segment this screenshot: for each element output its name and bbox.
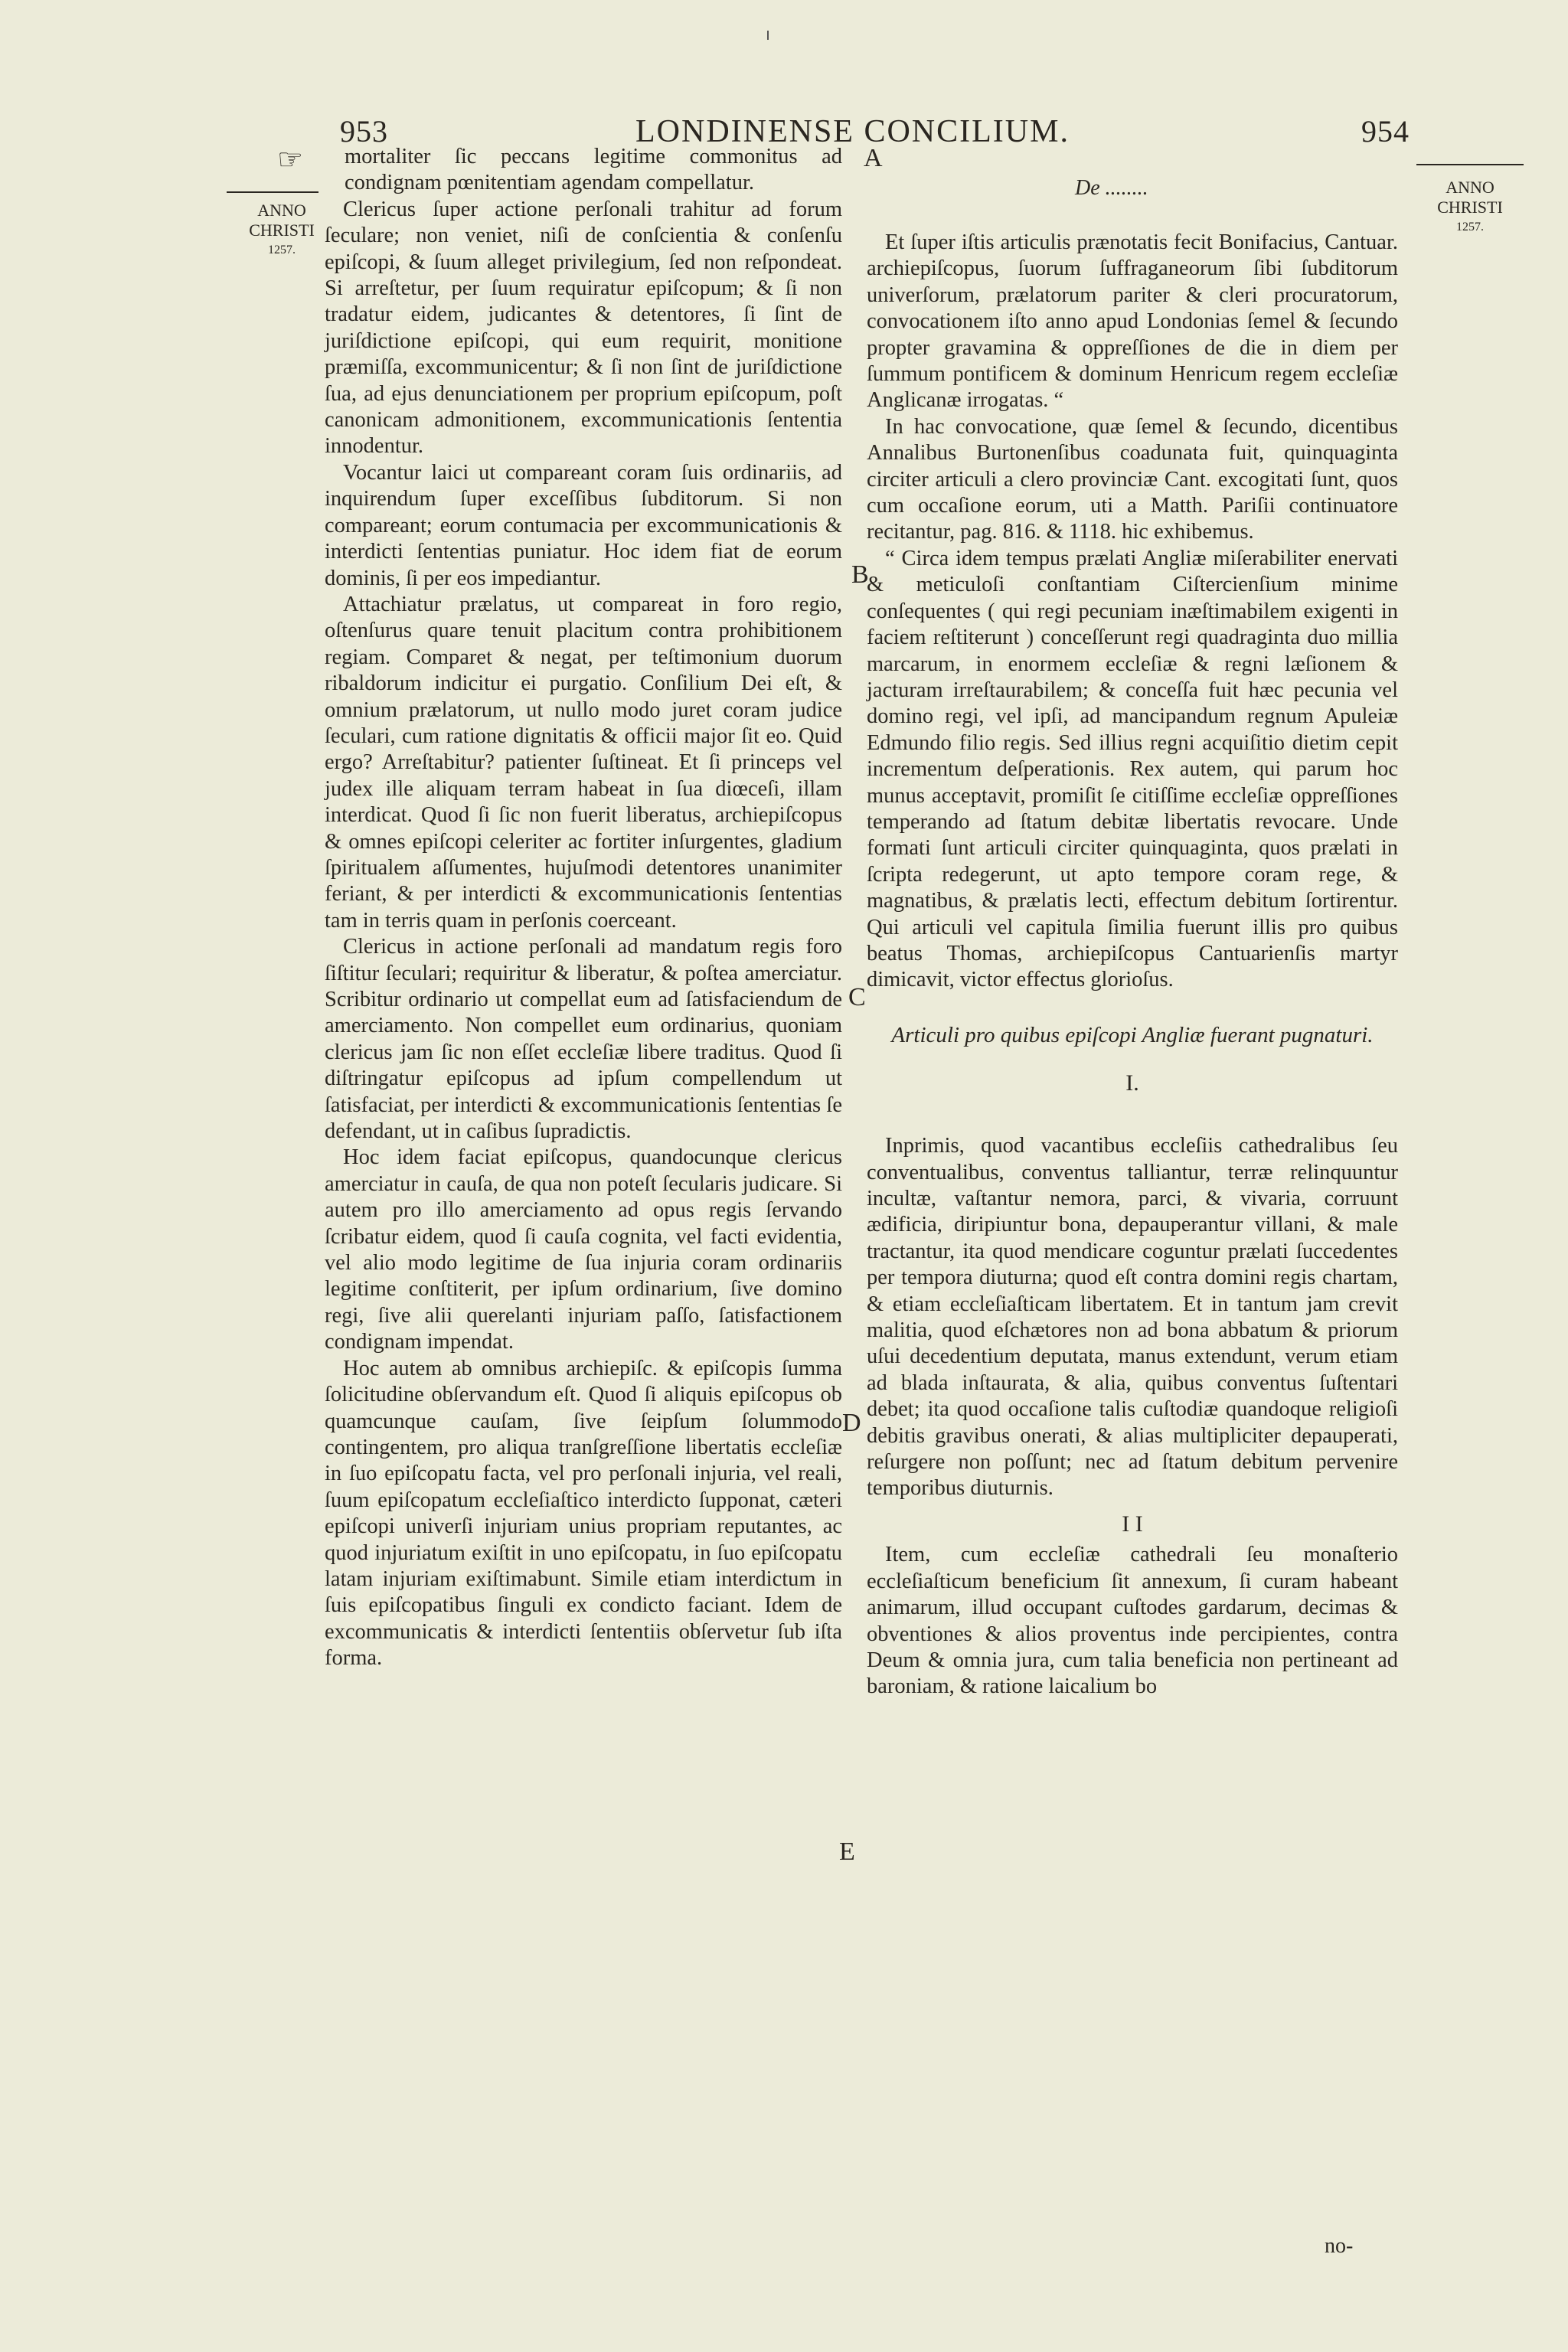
left-column [325, 144, 842, 1672]
left-paragraph-5: Clericus in actione perſonali ad mandatum regis foro ſiſtitur ſeculari; requiritur & liberatur, & poſtea amerciatur. Scribitur ordinario ut compellat eum ad ſatisfaciendum de amerciamento. Non compellet eum ordinarius, quoniam clericus jam ſic non eſſet eccleſiæ libere traditus. Quod ſi diſtringatur epiſcopus ad ipſum compellendum ut ſatisfaciat, per interdicti & excommunicationis ſententias ſe defendant, ut in caſibus ſupradictis. [325, 935, 842, 1144]
section-letter-c: C [848, 983, 866, 1011]
article-number-2: I I [1122, 1511, 1143, 1537]
running-title: LONDINENSE CONCILIUM. [635, 114, 1070, 149]
right-paragraph-1: Et ſuper iſtis articulis prænotatis fecit Bonifacius, Cantuar. archiepiſcopus, ſuorum ſuffraganeorum ſibi ſubditorum univerſorum, prælatorum pariter & cleri procuratorum, convocationem iſto anno apud Londonias ſemel & ſecundo propter gravamina & oppreſſiones de die in diem per ſummum pontificem & dominum Henricum regem eccleſiæ Anglicanæ irrogatas. “ [867, 230, 1398, 413]
section-letter-b: B [851, 560, 869, 589]
left-note-anno: ANNO [257, 201, 306, 220]
page-number-right: 954 [1361, 114, 1410, 149]
articles-heading: Articuli pro quibus epiſcopi Angliæ fuerant pugnaturi. [891, 1022, 1374, 1047]
right-note-christi: CHRISTI [1437, 198, 1503, 217]
right-paragraph-2: In hac convocatione, quæ ſemel & ſecundo, dicentibus Annalibus Burtonenſibus coadunata fuit, quinquaginta circiter articuli a clero provinciæ Cant. excogitati ſunt, quos cum occaſione eorum, uti a Matth. Pariſii continuatore recitantur, pag. 816. & 1118. hic exhibemus. [867, 414, 1398, 544]
left-paragraph-6: Hoc idem faciat epiſcopus, quandocunque clericus amerciatur in cauſa, de qua non poteſt ſecularis judicare. Si autem pro illo amerciamento ad opus regis ſervando ſcribatur eidem, quod ſi cauſa cognita, vel facti evidentia, vel alio modo legitime de ſua injuria coram ordinariis legitime conſtiterit, per ipſum ordinarium, ſive domino regi, ſive alii querelanti injuriam paſſo, ſatisfactionem condignam impendat. [325, 1145, 842, 1354]
left-margin-note [243, 201, 320, 260]
right-note-year: 1257. [1456, 220, 1484, 234]
left-paragraph-3: Vocantur laici ut compareant coram ſuis ordinariis, ad inquirendum ſuper exceſſibus ſubditorum. Si non compareant; eorum contumacia per excommunicationis & interdicti ſententias puniatur. Hoc idem fiat de eorum dominis, ſi per eos impediantur. [325, 460, 842, 590]
left-paragraph-2: Clericus ſuper actione perſonali trahitur ad forum ſeculare; non veniet, niſi de conſcientia & conſenſu epiſcopi, & ſuum alleget privilegium, ſed non reſpondeat. Si arreſtetur, per ſuum requiratur epiſcopum; & ſi non tradatur eidem, judicantes & detentores, ſi ſint de juriſdictione epiſcopi, qui eum requirit, monitione præmiſſa, excommunicentur; & ſi non ſint de juriſdictione ſua, ad ejus denunciationem per proprium epiſcopum, poſt canonicam admonitionem, excommunicationis ſententia innodentur. [325, 197, 842, 459]
section-letter-d: D [842, 1409, 861, 1437]
left-margin-rule [227, 191, 318, 193]
pointing-hand-icon: ☞ [277, 144, 304, 176]
de-heading: De ........ [1075, 176, 1148, 200]
left-note-year: 1257. [268, 243, 296, 256]
article-number-1: I. [1125, 1070, 1139, 1096]
section-letter-a: A [864, 144, 883, 172]
right-paragraph-5: Item, cum eccleſiæ cathedrali ſeu monaſterio eccleſiaſticum beneficium ſit annexum, ſi curam habeant animarum, illud occupant cuſtodes gardarum, decimas & obventiones & alios proventus inde percipientes, contra Deum & omnia jura, cum talia beneficia non pertineant ad baroniam, & ratione laicalium bo [867, 1543, 1398, 1699]
left-paragraph-7: Hoc autem ab omnibus archiepiſc. & epiſcopis ſumma ſolicitudine obſervandum eſt. Quod ſi aliquis epiſcopus ob quamcunque cauſam, ſive ſeipſum ſolummodo contingentem, pro aliqua tranſgreſſione libertatis eccleſiæ in ſuo epiſcopatu facta, vel pro perſonali injuria, vel reali, ſuum epiſcopatum eccleſiaſtico interdicto ſupponat, cæteri epiſcopi univerſi injuriam unius propriam reputantes, ac quod injuriatum exiſtit in uno epiſcopatu, in ſuo epiſcopatu latam injuriam exiſtimabunt. Simile etiam interdictum in ſuis epiſcopatibus ſinguli ex condicto faciant. Idem de excommunicatis & interdicti ſententiis obſervetur ſub iſta forma. [325, 1356, 842, 1671]
right-paragraph-4: Inprimis, quod vacantibus eccleſiis cathedralibus ſeu conventualibus, conventus talliantur, terræ relinquuntur incultæ, vaſtantur nemora, parci, & vivaria, corruunt ædificia, diripiuntur bona, depauperantur villani, & male tractantur, ita quod mendicare coguntur prælati ſuccedentes per tempora diuturna; quod eſt contra domini regis chartam, & etiam eccleſiaſticam libertatem. Et in tantum jam crevit malitia, quod eſchætores non ad bona abbatum & priorum uſui decedentium deputata, manus extendunt, verum etiam ad blada inſtaurata, & alia, quibus conventus ſuſtentari debet; ita quod occaſione talis cuſtodiæ quandoque religioſi debitis gravibus onerati, & alias multipliciter depauperati, reſurgere non poſſunt; nec ad ſtatum debitum pervenire temporibus diuturnis. [867, 1134, 1398, 1501]
page-mark [767, 31, 769, 40]
right-margin-note [1424, 178, 1516, 237]
left-paragraph-1: mortaliter ſic peccans legitime commonitus ad condignam pœnitentiam agendam compellatur. [345, 145, 842, 195]
catchword: no- [1325, 2234, 1354, 2258]
right-paragraph-3: “ Circa idem tempus prælati Angliæ miſerabiliter enervati & meticuloſi conſtantiam Ciſtercienſium minime conſequentes ( qui regi pecuniam inæſtimabilem exigenti in faciem reſtiterunt ) conceſſerunt regi quadraginta duo millia marcarum, in enormem eccleſiæ & regni læſionem & jacturam irreſtaurabilem; & conceſſa fuit hæc pecunia vel domino regi, vel ipſi, ad mancipandum regnum Apuleiæ Edmundo filio regis. Sed illius regni acquiſitio dietim cepit incrementum deſperationis. Rex autem, qui parum hoc munus acceptavit, promiſit ſe citiſſime eccleſiæ oppreſſiones temperando ad ſtatum debitæ libertatis revocare. Unde formati ſunt articuli circiter quinquaginta, quos prælati in ſcripta redegerunt, ut apto tempore coram rege, & magnatibus, & prælatis lecti, effectum debitum ſortirentur. Qui articuli vel capitula ſimilia fuerunt illis pro quibus beatus Thomas, archiepiſcopus Cantuarienſis martyr dimicavit, victor effectus glorioſus. [867, 546, 1398, 992]
page-number-left: 953 [340, 114, 388, 149]
left-paragraph-4: Attachiatur prælatus, ut compareat in foro regio, oſtenſurus quare tenuit placitum contra prohibitionem regiam. Comparet & negat, per teſtimonium duorum ribaldorum indicitur ei purgatio. Conſilium Dei eſt, & omnium prælatorum, ut nullo modo juret coram judice ſeculari, cum ratione dignitatis & officii major ſit eo. Quid ergo? Arreſtabitur? patienter ſuſtineat. Et ſi princeps vel judex ille aliquam terram habeat in ſua diœceſi, illam interdicat. Quod ſi ſic non fuerit liberatus, archiepiſcopus & omnes epiſcopi celeriter ac fortiter inſurgentes, gladium ſpiritualem aſſumentes, hujuſmodi detentores unanimiter feriant, & per interdicti & excommunicationis ſententias tam in terris quam in perſonis coerceant. [325, 592, 842, 933]
right-margin-rule [1416, 164, 1524, 165]
section-letter-e: E [839, 1838, 855, 1866]
left-note-christi: CHRISTI [249, 220, 315, 240]
right-note-anno: ANNO [1446, 178, 1494, 197]
right-column [867, 230, 1398, 1700]
